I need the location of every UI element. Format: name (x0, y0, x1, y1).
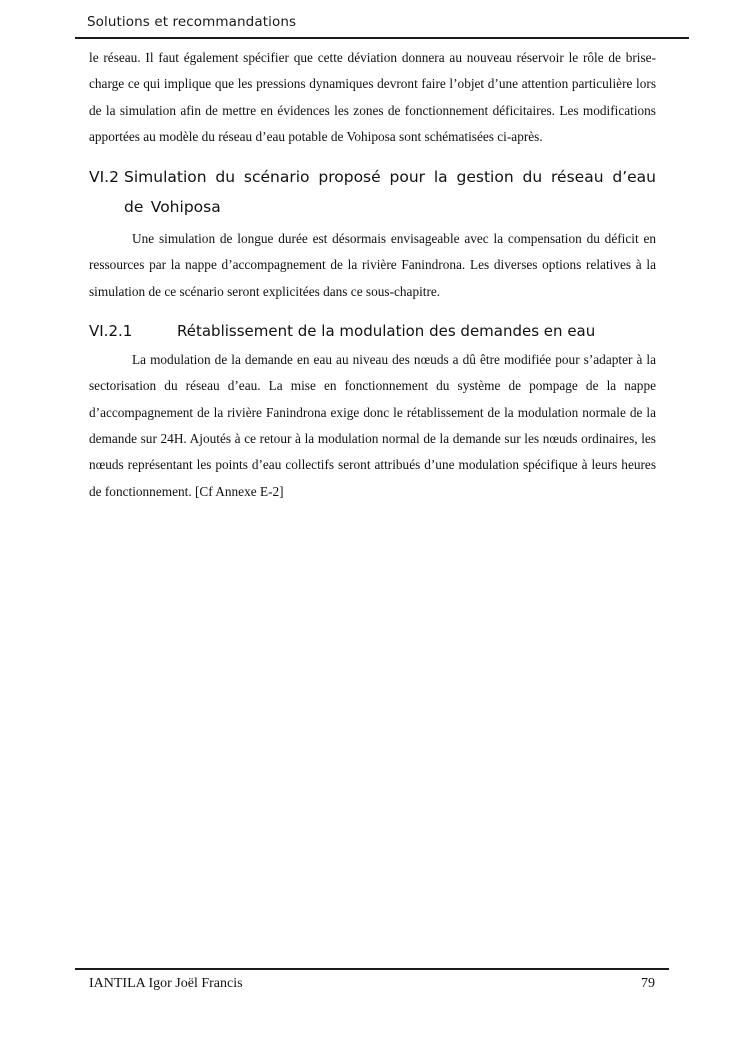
header-divider (75, 37, 689, 39)
page-content (89, 45, 656, 505)
section-heading-vi2 (89, 162, 656, 222)
footer-divider (75, 968, 669, 970)
section-title: Simulation du scénario proposé pour la gestion du réseau d’eau de Vohiposa (124, 168, 656, 217)
footer-author: IANTILA Igor Joël Francis (89, 976, 243, 991)
running-header-title: Solutions et recommandations (87, 14, 297, 30)
page-number: 79 (641, 976, 655, 991)
subsection-title: Rétablissement de la modulation des demandes en eau (177, 322, 596, 341)
paragraph-vi21: La modulation de la demande en eau au niveau des nœuds a dû être modifiée pour s’adapter à la sectorisation du réseau d’eau. La mise en fonctionnement du système de pompage de la nappe d’accompagnement de la rivière Fanindrona exige donc le rétablissement de la modulation normale de la demande sur 24H. Ajoutés à ce retour à la modulation normal de la demande sur les nœuds ordinaires, les nœuds représentant les points d’eau collectifs seront attribués d’une modulation spécifique à leurs heures de fonctionnement. [Cf Annexe E-2] (89, 352, 656, 499)
section-number: VI.2 (89, 168, 119, 187)
subsection-heading-vi21 (89, 319, 656, 343)
subsection-number: VI.2.1 (89, 322, 133, 341)
paragraph-vi2: Une simulation de longue durée est désormais envisageable avec la compensation du déficit en ressources par la nappe d’accompagnement de la rivière Fanindrona. Les diverses options relatives à la simulation de ce scénario seront explicitées dans ce sous-chapitre. (89, 231, 656, 299)
paragraph-intro: le réseau. Il faut également spécifier que cette déviation donnera au nouveau réservoir le rôle de brise-charge ce qui implique que les pressions dynamiques devront faire l’objet d’une attention particulière lors de la simulation afin de mettre en évidences les zones de fonctionnement déficitaires. Les modifications apportées au modèle du réseau d’eau potable de Vohiposa sont schématisées ci-après. (89, 50, 656, 144)
